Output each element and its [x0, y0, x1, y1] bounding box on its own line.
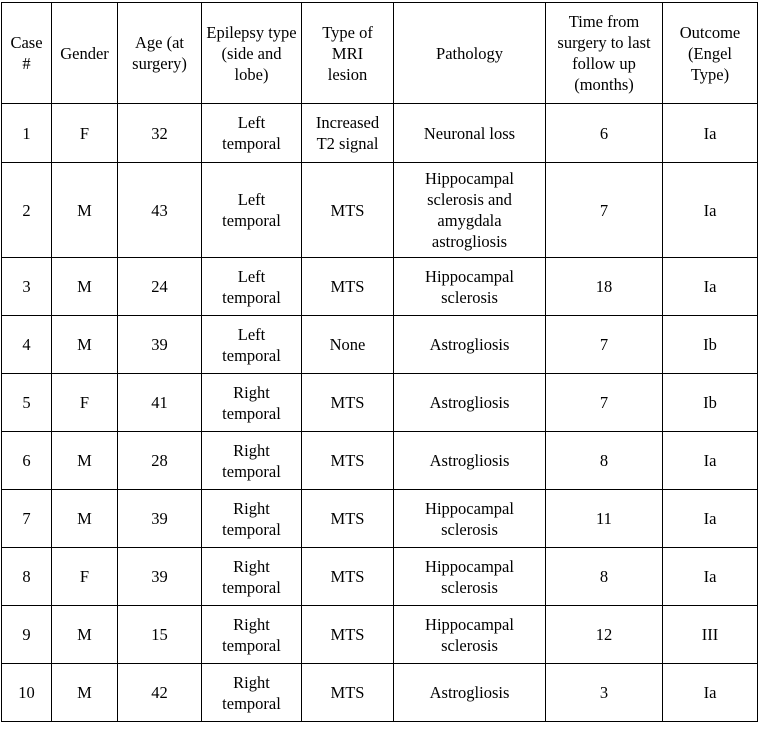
header-mri-lesion-text: Type of MRI lesion [322, 22, 373, 84]
cell-epilepsy-type-text: Left temporal [222, 190, 281, 230]
cell-gender: F [52, 374, 118, 432]
cell-epilepsy-type [202, 664, 302, 722]
cell-follow-up: 7 [546, 163, 663, 258]
cell-epilepsy-type [202, 316, 302, 374]
cell-pathology-text: Hippocampal sclerosis and amygdala astrogliosis [425, 169, 514, 251]
cell-age: 39 [118, 490, 202, 548]
cell-pathology [394, 490, 546, 548]
table-row [2, 258, 758, 316]
cell-epilepsy-type-text: Left temporal [222, 266, 281, 307]
cell-follow-up: 18 [546, 258, 663, 316]
table-row [2, 664, 758, 722]
header-follow-up: Time from surgery to last follow up (months) [546, 3, 663, 104]
cell-follow-up: 6 [546, 104, 663, 163]
header-outcome [663, 3, 758, 104]
cell-age: 32 [118, 104, 202, 163]
cell-age: 42 [118, 664, 202, 722]
cell-pathology [394, 606, 546, 664]
cell-gender: M [52, 490, 118, 548]
cell-mri-lesion [302, 104, 394, 163]
cell-pathology-text: Hippocampal sclerosis [425, 614, 514, 655]
cell-mri-lesion: MTS [302, 606, 394, 664]
cell-pathology-text: Hippocampal sclerosis [425, 498, 514, 539]
cell-pathology-text: Hippocampal sclerosis [425, 266, 514, 307]
table-row [2, 374, 758, 432]
cell-pathology: Astrogliosis [394, 316, 546, 374]
cell-epilepsy-type [202, 548, 302, 606]
cell-age: 41 [118, 374, 202, 432]
cell-gender: M [52, 258, 118, 316]
cell-pathology: Astrogliosis [394, 374, 546, 432]
table-row [2, 163, 758, 258]
cell-case: 5 [2, 374, 52, 432]
table-row [2, 432, 758, 490]
header-pathology: Pathology [394, 3, 546, 104]
cell-gender: M [52, 316, 118, 374]
cell-case: 8 [2, 548, 52, 606]
cell-epilepsy-type-text: Right temporal [222, 672, 281, 713]
cell-age: 39 [118, 316, 202, 374]
cell-case: 2 [2, 163, 52, 258]
cell-case: 9 [2, 606, 52, 664]
cell-epilepsy-type [202, 374, 302, 432]
cell-pathology [394, 548, 546, 606]
cell-gender: M [52, 163, 118, 258]
cell-pathology-text: Hippocampal sclerosis [425, 556, 514, 597]
cell-mri-lesion: None [302, 316, 394, 374]
table-row [2, 490, 758, 548]
cell-case: 1 [2, 104, 52, 163]
cell-pathology: Neuronal loss [394, 104, 546, 163]
cell-epilepsy-type [202, 104, 302, 163]
cell-pathology: Astrogliosis [394, 664, 546, 722]
cell-epilepsy-type-text: Left temporal [222, 324, 281, 365]
table-row [2, 548, 758, 606]
header-age [118, 3, 202, 104]
cell-follow-up: 11 [546, 490, 663, 548]
cell-mri-lesion: MTS [302, 258, 394, 316]
cell-follow-up: 3 [546, 664, 663, 722]
cell-mri-lesion: MTS [302, 163, 394, 258]
cell-outcome: Ia [663, 432, 758, 490]
cell-gender: M [52, 606, 118, 664]
header-age-text: Age (at surgery) [132, 33, 187, 73]
cell-case: 3 [2, 258, 52, 316]
header-outcome-text: Outcome (Engel Type) [679, 22, 741, 84]
cell-outcome: Ia [663, 104, 758, 163]
cell-mri-lesion: MTS [302, 548, 394, 606]
cell-mri-lesion: MTS [302, 374, 394, 432]
cell-age: 39 [118, 548, 202, 606]
cell-mri-lesion: MTS [302, 664, 394, 722]
cell-age: 24 [118, 258, 202, 316]
cell-follow-up: 8 [546, 432, 663, 490]
cell-epilepsy-type [202, 163, 302, 258]
cell-age: 28 [118, 432, 202, 490]
cell-pathology [394, 258, 546, 316]
cell-epilepsy-type-text: Right temporal [222, 498, 281, 539]
cell-follow-up: 7 [546, 316, 663, 374]
cell-case: 6 [2, 432, 52, 490]
cell-outcome: Ib [663, 316, 758, 374]
cell-pathology: Astrogliosis [394, 432, 546, 490]
header-gender: Gender [52, 3, 118, 104]
cell-gender: F [52, 104, 118, 163]
cell-outcome: III [663, 606, 758, 664]
cell-case: 4 [2, 316, 52, 374]
cell-age: 43 [118, 163, 202, 258]
cell-epilepsy-type [202, 258, 302, 316]
table-row [2, 316, 758, 374]
header-row [2, 3, 758, 104]
cell-epilepsy-type-text: Right temporal [222, 556, 281, 597]
cell-age: 15 [118, 606, 202, 664]
cell-gender: F [52, 548, 118, 606]
cell-epilepsy-type-text: Right temporal [222, 614, 281, 655]
cell-outcome: Ia [663, 490, 758, 548]
cell-mri-lesion-text: Increased T2 signal [315, 113, 380, 153]
header-case [2, 3, 52, 104]
cell-epilepsy-type [202, 432, 302, 490]
cell-epilepsy-type [202, 490, 302, 548]
header-case-text: Case # [10, 33, 43, 73]
patient-table [1, 2, 758, 722]
cell-pathology [394, 163, 546, 258]
header-mri-lesion [302, 3, 394, 104]
cell-gender: M [52, 432, 118, 490]
cell-follow-up: 7 [546, 374, 663, 432]
cell-follow-up: 12 [546, 606, 663, 664]
cell-case: 10 [2, 664, 52, 722]
cell-epilepsy-type-text: Right temporal [222, 382, 281, 423]
cell-outcome: Ib [663, 374, 758, 432]
cell-outcome: Ia [663, 163, 758, 258]
table-row [2, 104, 758, 163]
cell-epilepsy-type [202, 606, 302, 664]
table-row [2, 606, 758, 664]
cell-mri-lesion: MTS [302, 490, 394, 548]
cell-outcome: Ia [663, 664, 758, 722]
cell-case: 7 [2, 490, 52, 548]
cell-outcome: Ia [663, 258, 758, 316]
cell-outcome: Ia [663, 548, 758, 606]
header-epilepsy-type: Epilepsy type (side and lobe) [202, 3, 302, 104]
cell-follow-up: 8 [546, 548, 663, 606]
cell-gender: M [52, 664, 118, 722]
cell-epilepsy-type-text: Left temporal [222, 113, 281, 153]
cell-mri-lesion: MTS [302, 432, 394, 490]
cell-epilepsy-type-text: Right temporal [222, 440, 281, 481]
